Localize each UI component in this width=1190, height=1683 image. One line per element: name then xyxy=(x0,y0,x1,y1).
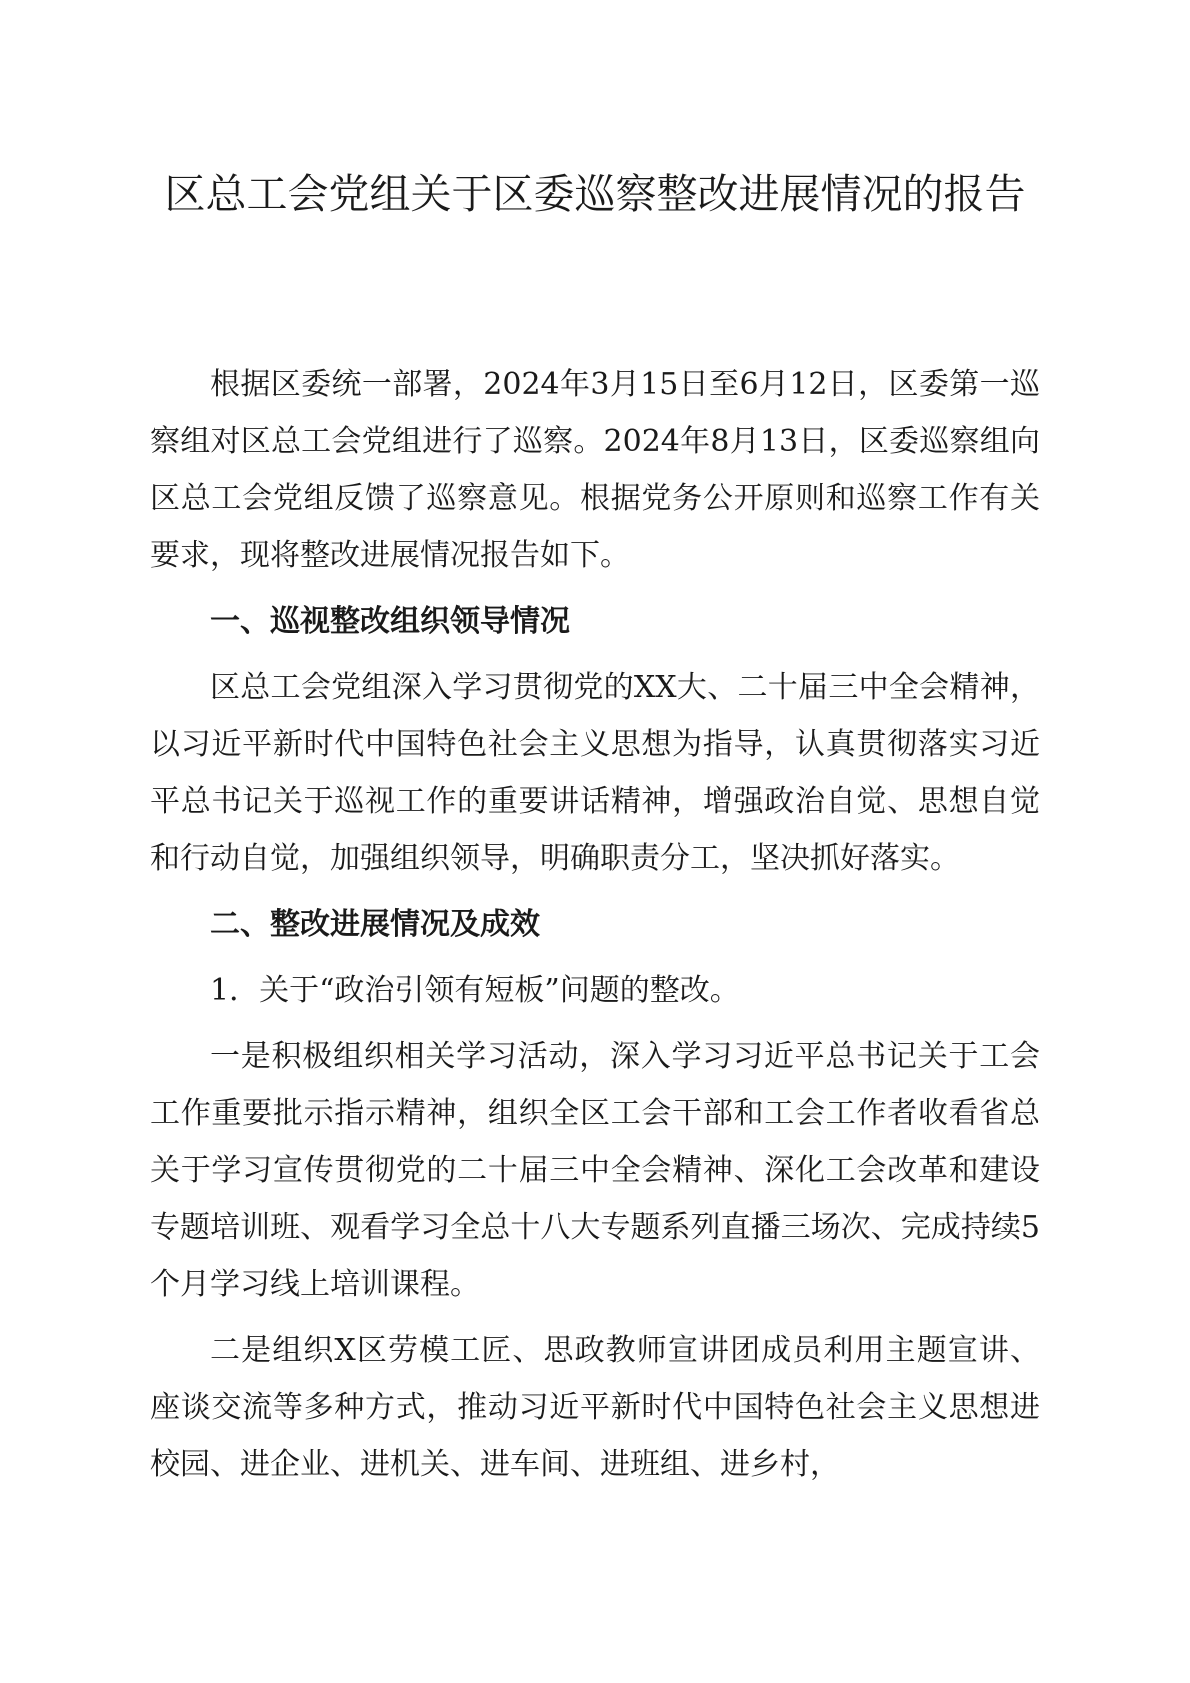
section-1-paragraph: 区总工会党组深入学习贯彻党的XX大、二十届三中全会精神，以习近平新时代中国特色社会主义思想为指导，认真贯彻落实习近平总书记关于巡视工作的重要讲话精神，增强政治自觉、思想自觉和行动自觉，加强组织领导，明确职责分工，坚决抓好落实。 xyxy=(150,670,1040,876)
intro-paragraph: 根据区委统一部署，2024年3月15日至6月12日，区委第一巡察组对区总工会党组进行了巡察。2024年8月13日，区委巡察组向区总工会党组反馈了巡察意见。根据党务公开原则和巡察工作有关要求，现将整改进展情况报告如下。 xyxy=(150,367,1040,573)
measure-paragraph-2: 二是组织X区劳模工匠、思政教师宣讲团成员利用主题宣讲、座谈交流等多种方式，推动习近平新时代中国特色社会主义思想进校园、进企业、进机关、进车间、进班组、进乡村， xyxy=(150,1333,1040,1482)
section-heading-2: 二、整改进展情况及成效 xyxy=(210,907,540,942)
measure-paragraph-1: 一是积极组织相关学习活动，深入学习习近平总书记关于工会工作重要批示指示精神，组织全区工会干部和工会工作者收看省总关于学习宣传贯彻党的二十届三中全会精神、深化工会改革和建设专题培训班、观看学习全总十八大专题系列直播三场次、完成持续5个月学习线上培训课程。 xyxy=(150,1039,1040,1302)
document-title: 区总工会党组关于区委巡察整改进展情况的报告 xyxy=(164,170,1026,218)
section-heading-1: 一、巡视整改组织领导情况 xyxy=(210,604,570,639)
subsection-heading-1: 1．关于“政治引领有短板”问题的整改。 xyxy=(210,973,740,1008)
document-body xyxy=(150,356,1040,1493)
